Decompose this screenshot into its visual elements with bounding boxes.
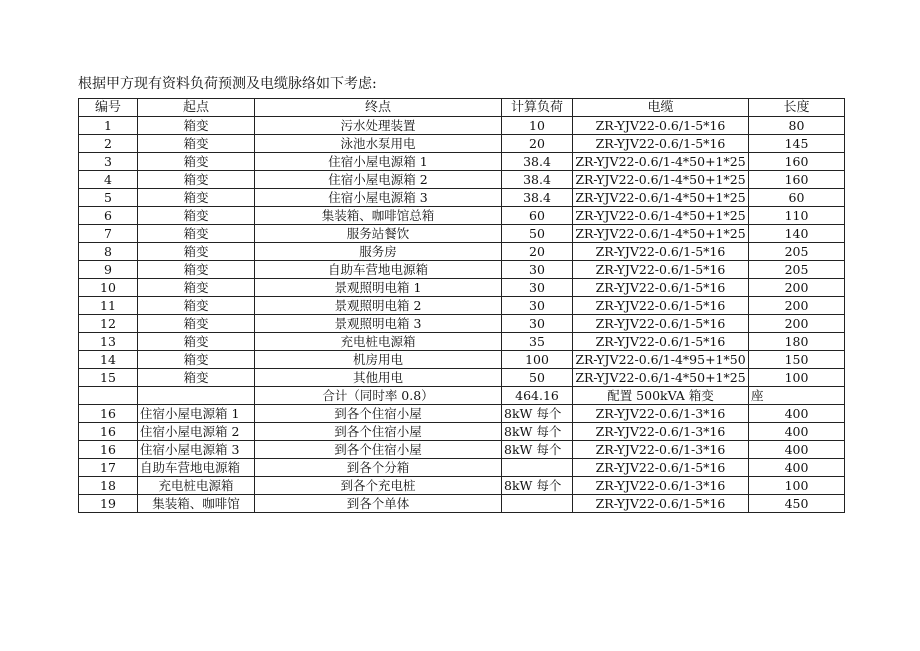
- cell-cable: ZR-YJV22-0.6/1-3*16: [573, 441, 749, 459]
- cell-length: 205: [749, 243, 845, 261]
- cell-length: 200: [749, 279, 845, 297]
- col-header-end: 终点: [255, 99, 502, 117]
- cell-load: 30: [502, 261, 573, 279]
- cell-number: 3: [79, 153, 138, 171]
- cell-cable: ZR-YJV22-0.6/1-5*16: [573, 495, 749, 513]
- cell-load: 35: [502, 333, 573, 351]
- cell-start: 箱变: [138, 171, 255, 189]
- cell-load: 38.4: [502, 189, 573, 207]
- cell-length: 座: [749, 387, 845, 405]
- cell-load: 50: [502, 369, 573, 387]
- table-row: [79, 495, 845, 513]
- cell-number: 12: [79, 315, 138, 333]
- cell-length: 80: [749, 117, 845, 135]
- cell-end: 住宿小屋电源箱 1: [255, 153, 502, 171]
- cell-end: 泳池水泵用电: [255, 135, 502, 153]
- col-header-number: 编号: [79, 99, 138, 117]
- cell-start: 箱变: [138, 333, 255, 351]
- cell-number: 16: [79, 423, 138, 441]
- table-row: [79, 441, 845, 459]
- cell-number: 10: [79, 279, 138, 297]
- cell-number: 2: [79, 135, 138, 153]
- cell-start: 箱变: [138, 153, 255, 171]
- cell-length: 205: [749, 261, 845, 279]
- cable-table: [78, 98, 845, 513]
- cell-load: 50: [502, 225, 573, 243]
- table-row: [79, 333, 845, 351]
- cell-length: 450: [749, 495, 845, 513]
- cell-load: 10: [502, 117, 573, 135]
- cell-cable: 配置 500kVA 箱变: [573, 387, 749, 405]
- cell-start: 箱变: [138, 279, 255, 297]
- table-row: [79, 243, 845, 261]
- table-row: [79, 297, 845, 315]
- table-row: [79, 477, 845, 495]
- cell-number: 7: [79, 225, 138, 243]
- cell-cable: ZR-YJV22-0.6/1-5*16: [573, 117, 749, 135]
- cell-start: 住宿小屋电源箱 2: [138, 423, 255, 441]
- cell-number: 1: [79, 117, 138, 135]
- cell-end: 服务站餐饮: [255, 225, 502, 243]
- cell-end: 自助车营地电源箱: [255, 261, 502, 279]
- cell-start: 箱变: [138, 189, 255, 207]
- cell-length: 180: [749, 333, 845, 351]
- table-row: [79, 459, 845, 477]
- cell-cable: ZR-YJV22-0.6/1-5*16: [573, 279, 749, 297]
- cell-start: 集装箱、咖啡馆: [138, 495, 255, 513]
- cell-load: [502, 495, 573, 513]
- cell-end: 到各个住宿小屋: [255, 423, 502, 441]
- cell-number: 6: [79, 207, 138, 225]
- table-row: [79, 153, 845, 171]
- cell-load: 30: [502, 315, 573, 333]
- cell-start: 箱变: [138, 207, 255, 225]
- cell-number: 16: [79, 441, 138, 459]
- cell-end: 机房用电: [255, 351, 502, 369]
- cell-end: 其他用电: [255, 369, 502, 387]
- cell-number: 9: [79, 261, 138, 279]
- cell-start: 箱变: [138, 261, 255, 279]
- table-row: [79, 423, 845, 441]
- cell-start: 充电桩电源箱: [138, 477, 255, 495]
- cell-number: 19: [79, 495, 138, 513]
- cell-end: 住宿小屋电源箱 3: [255, 189, 502, 207]
- cell-load: 8kW 每个: [502, 423, 573, 441]
- table-row: [79, 135, 845, 153]
- cell-start: 箱变: [138, 369, 255, 387]
- cell-start: 住宿小屋电源箱 3: [138, 441, 255, 459]
- table-row: [79, 351, 845, 369]
- cell-length: 100: [749, 369, 845, 387]
- cell-end: 集装箱、咖啡馆总箱: [255, 207, 502, 225]
- cell-load: 20: [502, 135, 573, 153]
- cell-length: 400: [749, 405, 845, 423]
- cell-end: 充电桩电源箱: [255, 333, 502, 351]
- cell-end: 景观照明电箱 3: [255, 315, 502, 333]
- table-row: [79, 369, 845, 387]
- cell-length: 140: [749, 225, 845, 243]
- col-header-load: 计算负荷: [502, 99, 573, 117]
- cell-length: 160: [749, 153, 845, 171]
- cell-length: 150: [749, 351, 845, 369]
- cell-end: 住宿小屋电源箱 2: [255, 171, 502, 189]
- cell-length: 400: [749, 423, 845, 441]
- cell-start: 箱变: [138, 135, 255, 153]
- cell-load: [502, 459, 573, 477]
- cell-cable: ZR-YJV22-0.6/1-4*50+1*25: [573, 171, 749, 189]
- table-row: [79, 189, 845, 207]
- cell-start: 箱变: [138, 315, 255, 333]
- cell-end: 服务房: [255, 243, 502, 261]
- cell-end: 到各个住宿小屋: [255, 405, 502, 423]
- cell-start: 箱变: [138, 351, 255, 369]
- table-header-row: [79, 99, 845, 117]
- cell-cable: ZR-YJV22-0.6/1-4*95+1*50: [573, 351, 749, 369]
- cell-load: 38.4: [502, 153, 573, 171]
- cell-number: 8: [79, 243, 138, 261]
- cell-length: 200: [749, 315, 845, 333]
- cell-start: 箱变: [138, 117, 255, 135]
- cell-start: 箱变: [138, 243, 255, 261]
- cell-cable: ZR-YJV22-0.6/1-5*16: [573, 459, 749, 477]
- cell-end: 到各个住宿小屋: [255, 441, 502, 459]
- cell-length: 60: [749, 189, 845, 207]
- table-row: [79, 279, 845, 297]
- cell-number: 4: [79, 171, 138, 189]
- cell-number: 18: [79, 477, 138, 495]
- table-row: [79, 261, 845, 279]
- cell-length: 160: [749, 171, 845, 189]
- cell-cable: ZR-YJV22-0.6/1-4*50+1*25: [573, 153, 749, 171]
- cell-cable: ZR-YJV22-0.6/1-5*16: [573, 135, 749, 153]
- cell-end: 合计（同时率 0.8）: [255, 387, 502, 405]
- cell-number: 5: [79, 189, 138, 207]
- cell-end: 景观照明电箱 1: [255, 279, 502, 297]
- cell-cable: ZR-YJV22-0.6/1-5*16: [573, 315, 749, 333]
- cell-end: 到各个单体: [255, 495, 502, 513]
- cell-cable: ZR-YJV22-0.6/1-3*16: [573, 423, 749, 441]
- cell-length: 100: [749, 477, 845, 495]
- cell-number: 17: [79, 459, 138, 477]
- cell-number: 11: [79, 297, 138, 315]
- cell-load: 8kW 每个: [502, 477, 573, 495]
- cell-number: 13: [79, 333, 138, 351]
- col-header-start: 起点: [138, 99, 255, 117]
- table-row: [79, 207, 845, 225]
- cell-load: 8kW 每个: [502, 441, 573, 459]
- table-row: [79, 315, 845, 333]
- cell-cable: ZR-YJV22-0.6/1-5*16: [573, 261, 749, 279]
- cell-end: 景观照明电箱 2: [255, 297, 502, 315]
- cell-load: 38.4: [502, 171, 573, 189]
- cell-end: 到各个分箱: [255, 459, 502, 477]
- cell-end: 到各个充电桩: [255, 477, 502, 495]
- cell-length: 200: [749, 297, 845, 315]
- cell-number: 15: [79, 369, 138, 387]
- cell-length: 400: [749, 459, 845, 477]
- table-total-row: [79, 387, 845, 405]
- cell-load: 8kW 每个: [502, 405, 573, 423]
- cell-length: 145: [749, 135, 845, 153]
- col-header-cable: 电缆: [573, 99, 749, 117]
- cell-cable: ZR-YJV22-0.6/1-3*16: [573, 405, 749, 423]
- cell-start: 自助车营地电源箱: [138, 459, 255, 477]
- table-row: [79, 117, 845, 135]
- cell-number: 16: [79, 405, 138, 423]
- cell-load: 100: [502, 351, 573, 369]
- cell-load: 464.16: [502, 387, 573, 405]
- cell-length: 400: [749, 441, 845, 459]
- cell-start: [138, 387, 255, 405]
- cell-cable: ZR-YJV22-0.6/1-5*16: [573, 297, 749, 315]
- cell-start: 住宿小屋电源箱 1: [138, 405, 255, 423]
- table-row: [79, 405, 845, 423]
- cell-load: 30: [502, 279, 573, 297]
- cell-cable: ZR-YJV22-0.6/1-4*50+1*25: [573, 369, 749, 387]
- cell-load: 20: [502, 243, 573, 261]
- cell-number: 14: [79, 351, 138, 369]
- cell-load: 30: [502, 297, 573, 315]
- intro-text: 根据甲方现有资料负荷预测及电缆脉络如下考虑:: [78, 76, 377, 92]
- cell-cable: ZR-YJV22-0.6/1-5*16: [573, 243, 749, 261]
- cell-cable: ZR-YJV22-0.6/1-5*16: [573, 333, 749, 351]
- cell-cable: ZR-YJV22-0.6/1-4*50+1*25: [573, 225, 749, 243]
- cell-load: 60: [502, 207, 573, 225]
- cell-start: 箱变: [138, 225, 255, 243]
- col-header-length: 长度: [749, 99, 845, 117]
- table-row: [79, 225, 845, 243]
- cell-cable: ZR-YJV22-0.6/1-3*16: [573, 477, 749, 495]
- cell-number: [79, 387, 138, 405]
- cell-start: 箱变: [138, 297, 255, 315]
- cell-end: 污水处理装置: [255, 117, 502, 135]
- cell-length: 110: [749, 207, 845, 225]
- cell-cable: ZR-YJV22-0.6/1-4*50+1*25: [573, 207, 749, 225]
- table-row: [79, 171, 845, 189]
- cell-cable: ZR-YJV22-0.6/1-4*50+1*25: [573, 189, 749, 207]
